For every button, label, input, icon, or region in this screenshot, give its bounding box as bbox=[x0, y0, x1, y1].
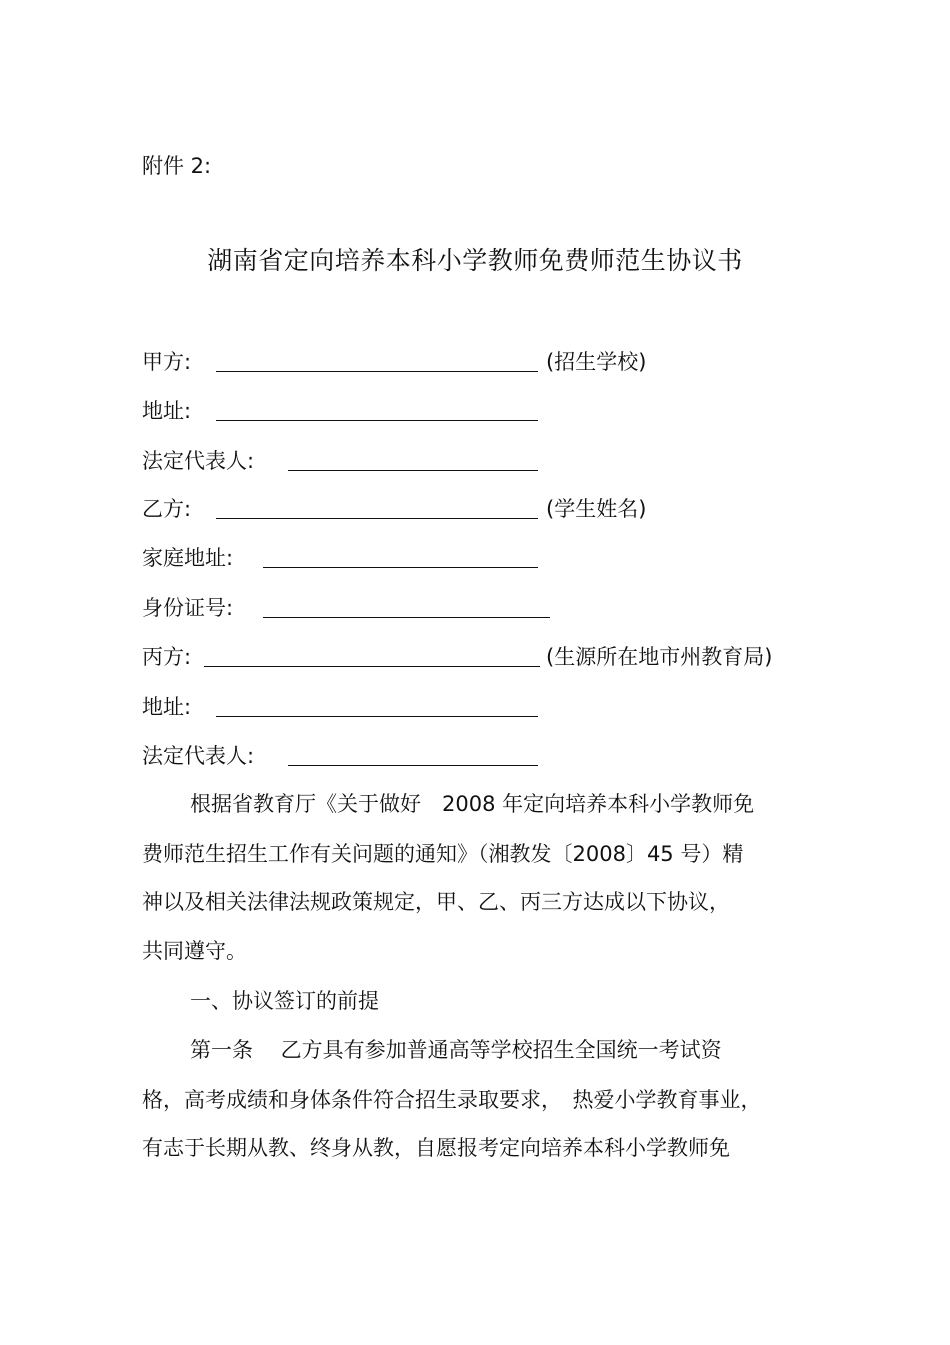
party-c-legal-rep-blank-line bbox=[288, 765, 538, 766]
party-b-home-address-blank-line bbox=[263, 567, 538, 568]
party-a-blank-line bbox=[216, 371, 538, 372]
party-b-home-address-label: 家庭地址: bbox=[142, 546, 234, 570]
section-1-heading: 一、协议签订的前提 bbox=[190, 989, 379, 1013]
party-b-note: (学生姓名) bbox=[546, 497, 647, 521]
document-title: 湖南省定向培养本科小学教师免费师范生协议书 bbox=[207, 246, 743, 275]
intro-line-2: 费师范生招生工作有关问题的通知》（湘教发〔2008〕45 号）精 bbox=[142, 842, 744, 866]
party-b-id-number-label: 身份证号: bbox=[142, 596, 234, 620]
intro-line-4: 共同遵守。 bbox=[142, 939, 247, 963]
party-b-id-number-blank-line bbox=[263, 617, 550, 618]
party-a-label: 甲方: bbox=[142, 350, 192, 374]
article-1-line-1: 第一条 乙方具有参加普通高等学校招生全国统一考试资 bbox=[190, 1038, 722, 1062]
party-c-address-label: 地址: bbox=[142, 695, 192, 719]
party-a-note: (招生学校) bbox=[546, 350, 647, 374]
party-c-label: 丙方: bbox=[142, 645, 192, 669]
party-a-legal-rep-blank-line bbox=[288, 470, 538, 471]
party-b-label: 乙方: bbox=[142, 497, 192, 521]
intro-line-3: 神以及相关法律法规政策规定，甲、乙、丙三方达成以下协议， bbox=[142, 890, 730, 914]
intro-line-1: 根据省教育厅《关于做好 2008 年定向培养本科小学教师免 bbox=[190, 792, 755, 816]
party-a-address-blank-line bbox=[216, 420, 538, 421]
party-a-legal-rep-label: 法定代表人: bbox=[142, 449, 255, 473]
article-1-line-3: 有志于长期从教、终身从教，自愿报考定向培养本科小学教师免 bbox=[142, 1136, 730, 1160]
article-1-line-2: 格，高考成绩和身体条件符合招生录取要求， 热爱小学教育事业， bbox=[142, 1088, 762, 1112]
party-b-blank-line bbox=[216, 518, 538, 519]
party-a-address-label: 地址: bbox=[142, 399, 192, 423]
party-c-note: (生源所在地市州教育局) bbox=[546, 645, 773, 669]
party-c-legal-rep-label: 法定代表人: bbox=[142, 744, 255, 768]
party-c-blank-line bbox=[204, 666, 540, 667]
party-c-address-blank-line bbox=[216, 716, 538, 717]
attachment-label: 附件 2: bbox=[142, 154, 212, 178]
